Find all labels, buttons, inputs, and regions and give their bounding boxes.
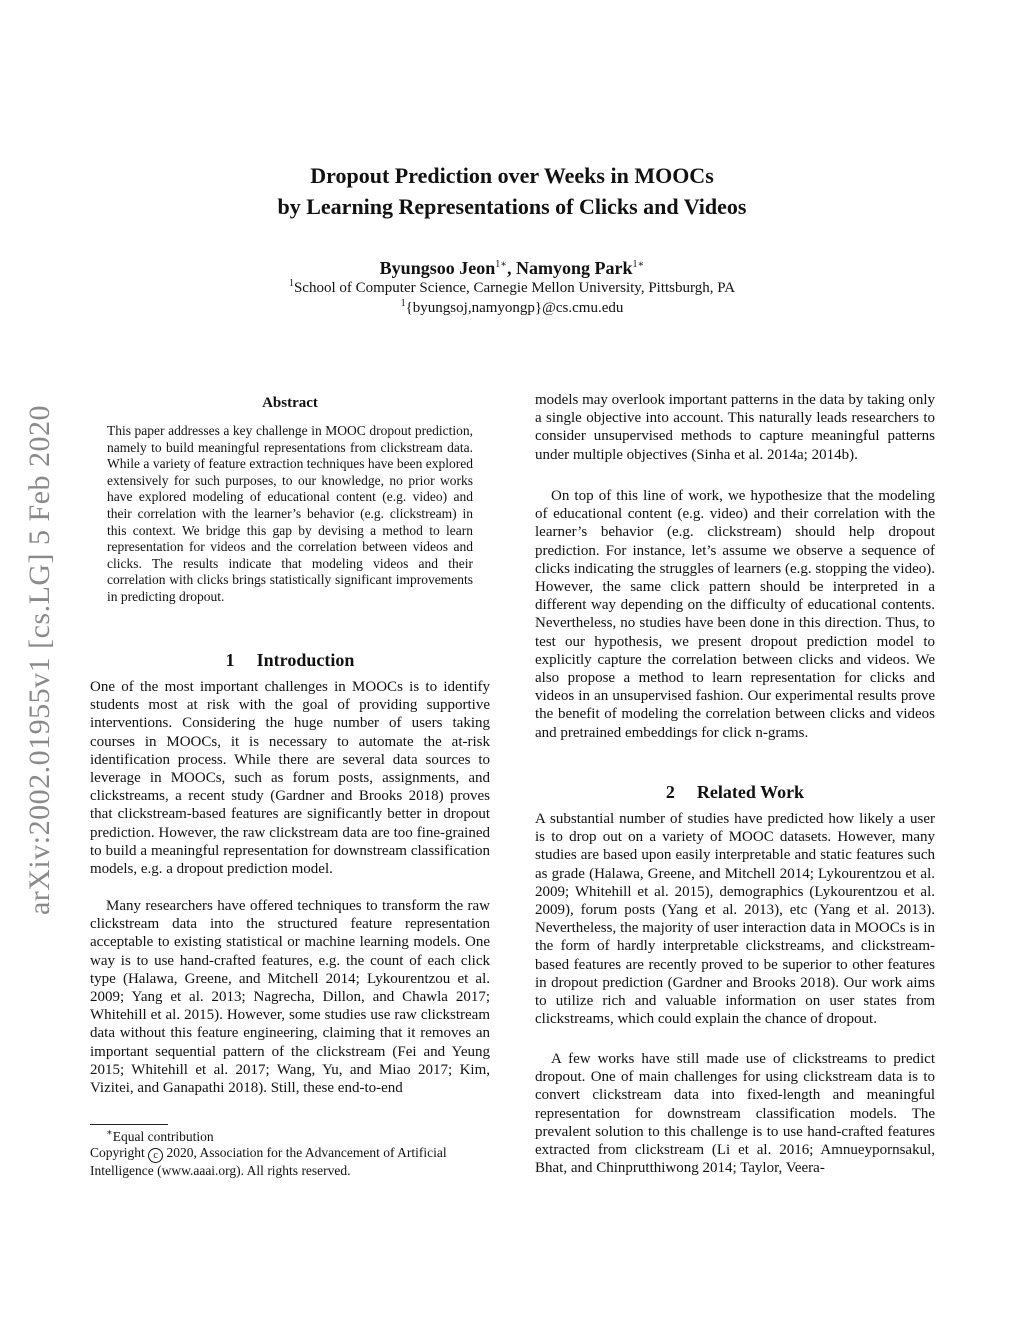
affiliation-text: School of Computer Science, Carnegie Mellon University, Pittsburgh, PA [293, 280, 736, 296]
copyright-prefix: Copyright [90, 1145, 149, 1160]
footnote-rule [90, 1124, 168, 1125]
section-number: 1 [225, 650, 235, 670]
author-2: Namyong Park [516, 258, 633, 278]
section-title: Related Work [696, 782, 805, 802]
intro-paragraph-2: Many researchers have offered techniques to transform the raw clickstream data into the structured feature representation acceptable to existing statistical or machine learning models. One way is to use hand-crafted features, e.g. the count of each click type (Halawa, Greene, and Mitchell 2014; Lykourentzou et al. 2009; Yang et al. 2013; Nagrecha, Dillon, and Chawla 2017; Whitehill et al. 2015). However, some studies use raw clickstream data without this feature engineering, claiming that it removes an important sequential pattern of the clickstream (Fei and Yeung 2015; Whitehill et al. 2017; Wang, Yu, and Miao 2017; Kim, Vizitei, and Ganapathi 2018). Still, these end-to-end [90, 898, 490, 1097]
paper-title [0, 160, 1024, 222]
author-separator: , [507, 258, 517, 278]
author-emails: {byungsoj,namyongp}@cs.cmu.edu [405, 300, 624, 316]
abstract-text: This paper addresses a key challenge in MOOC dropout prediction, namely to build meaningful representations from clickstream data. While a variety of feature extraction techniques have been explored extensively for such purposes, to our knowledge, no prior works have explored modeling of educational content (e.g. video) and their correlation with the learner’s behavior (e.g. clickstream) in this context. We bridge this gap by devising a method to learn representation for videos and the correlation between videos and clicks. The results indicate that modeling videos and their correlation with clicks brings statistically significant improvements in predicting dropout. [107, 423, 473, 604]
author-1-sup: 1∗ [495, 259, 508, 270]
section-heading-related-work [535, 782, 935, 803]
author-1: Byungsoo Jeon [379, 258, 496, 278]
footnote-text: Equal contribution [112, 1129, 214, 1144]
abstract-heading: Abstract [262, 395, 318, 411]
arxiv-stamp-text: arXiv:2002.01955v1 [cs.LG] 5 Feb 2020 [23, 404, 56, 916]
section-number: 2 [665, 782, 675, 802]
footnote-marker: ∗ [106, 1127, 113, 1139]
section-title: Introduction [256, 650, 355, 670]
affiliation-sup-1: 1 [288, 278, 294, 289]
footnote-copyright [90, 1145, 490, 1180]
copyright-icon [148, 1148, 163, 1163]
section-heading-introduction [90, 650, 490, 671]
related-paragraph-2: A few works have still made use of clickstreams to predict dropout. One of main challenges for using clickstream data is to convert clickstream data into fixed-length and meaningful representation for downstream classification models. The prevalent solution to this challenge is to use hand-crafted features extracted from clickstream (Li et al. 2016; Amnueypornsakul, Bhat, and Chinprutthiwong 2014; Taylor, Veera- [535, 1051, 935, 1177]
affiliation-sup-2: 1 [400, 298, 406, 309]
affiliation-line-1 [0, 278, 1024, 298]
affiliation-line-2 [0, 298, 1024, 318]
copyright-text: 2020, Association for the Advancement of Artificial Intelligence (www.aaai.org). All rights reserved. [90, 1145, 447, 1178]
intro-paragraph-3: models may overlook important patterns in the data by taking only a single objective into account. This naturally leads researchers to consider unsupervised methods to capture meaningful patterns under multiple objectives (Sinha et al. 2014a; 2014b). [535, 392, 935, 463]
footnote-equal-contribution [90, 1129, 490, 1146]
author-2-sup: 1∗ [632, 259, 645, 270]
related-paragraph-1: A substantial number of studies have predicted how likely a user is to drop out on a variety of MOOC datasets. However, many studies are based upon easily interpretable and static features such as grade (Halawa, Greene, and Mitchell 2014; Lykourentzou et al. 2009; Whitehill et al. 2015), demographics (Lykourentzou et al. 2009), forum posts (Yang et al. 2013), etc (Yang et al. 2013). Nevertheless, the majority of user interaction data in MOOCs is in the form of hardly interpretable clickstreams, and clickstream-based features are recently proved to be superior to other features in dropout prediction (Gardner and Brooks 2018). Our work aims to utilize rich and valuable information on user states from clickstreams, which could explain the chance of dropout. [535, 811, 935, 1028]
title-line-1: Dropout Prediction over Weeks in MOOCs [310, 163, 714, 188]
copyright-letter: c [153, 1150, 158, 1161]
intro-paragraph-1: One of the most important challenges in MOOCs is to identify students most at risk with the goal of providing supportive interventions. Considering the huge number of users taking courses in MOOCs, it is necessary to automate the at-risk identification process. While there are several data sources to leverage in MOOCs, such as forum posts, assignments, and clickstreams, a recent study (Gardner and Brooks 2018) proves that clickstream-based features are significantly better in dropout prediction. However, the raw clickstream data are too fine-grained to build a meaningful representation for downstream classification models, e.g. a dropout prediction model. [90, 679, 490, 878]
intro-paragraph-4: On top of this line of work, we hypothesize that the modeling of educational content (e.g. video) and their correlation with the learner’s behavior (e.g. clickstream) should help dropout prediction. For instance, let’s assume we observe a sequence of clicks indicating the struggles of learners (e.g. stopping the video). However, the same click pattern should be interpreted in a different way depending on the difficulty of educational contents. Nevertheless, no studies have been done in this direction. Thus, to test our hypothesis, we present dropout prediction model to explicitly capture the correlation between clicks and videos. We also propose a method to learn representation for clicks and videos in an unsupervised fashion. Our experimental results prove the benefit of modeling the correlation between clicks and videos and pretrained embeddings for click n-grams. [535, 488, 935, 741]
title-line-2: by Learning Representations of Clicks and Videos [277, 194, 747, 219]
